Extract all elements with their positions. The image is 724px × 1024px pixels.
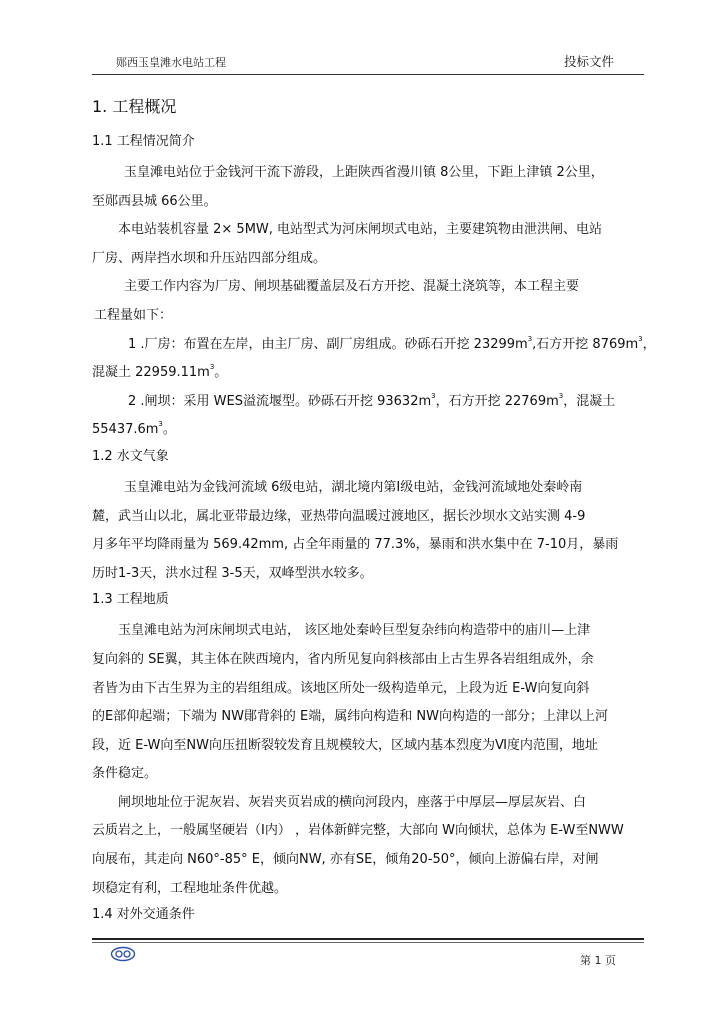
footer-rule-thin [92,942,644,943]
text-line: 玉皇滩电站为金钱河流域 6级电站，湖北境内第Ⅰ级电站，金钱河流域地处秦岭南 [124,479,583,495]
text-line: 段，近 E-W向至NW向压扭断裂较发育且规模较大，区域内基本烈度为Ⅵ度内范围，地址 [92,737,598,753]
document-body [92,96,656,932]
page-number: 第 1 页 [580,954,616,967]
page-header [92,52,644,75]
paragraph [92,159,648,216]
text-line: 复向斜的 SE翼，其主体在陕西境内，省内所见复向斜核部由上古生界各岩组组成外，余 [92,651,594,667]
paragraph [92,273,648,330]
paragraph [92,474,648,588]
header-doc-type: 投标文件 [563,54,614,69]
text-line: 本电站装机容量 2× 5MW, 电站型式为河床闸坝式电站，主要建筑物由泄洪闸、电站 [118,222,603,238]
paragraph [92,388,648,445]
text-line: 者皆为由下古生界为主的岩组组成。该地区所处一级构造单元，上段为近 E-W向复向斜 [92,680,590,696]
section-heading-1-4: 1.4 对外交通条件 [92,907,195,923]
section-heading-1-2: 1.2 水文气象 [92,448,169,464]
text-line: 向展布，其走向 N60°-85° E，倾向NW, 亦有SE，倾角20-50°，倾向上游偏右岸，对闸 [92,852,599,868]
text-line: 坝稳定有利，工程地址条件优越。 [92,880,288,896]
text-line: 的E部仰起端；下端为 NW鄖背斜的 E端，属纬向构造和 NW向构造的一部分；上津以上河 [92,709,608,725]
text-line: 条件稳定。 [92,766,158,782]
section-heading-1-3: 1.3 工程地质 [92,592,169,608]
text-line: 混凝土 $22959.11m^3$。 [92,363,228,381]
footer-rule [92,938,644,940]
paragraph [92,789,648,903]
paragraph [92,617,648,789]
text-line: 1 .厂房：布置在左岸，由主厂房、副厂房组成。砂砾石开挖 $23299m^3$,石方开挖 $8769m^3$， [128,334,656,352]
text-line: 厂房、两岸挡水坝和升压站四部分组成。 [92,250,327,266]
chapter-heading: 1. 工程概况 [92,97,177,116]
paragraph [92,216,648,273]
text-line: 主要工作内容为厂房、闸坝基础覆盖层及石方开挖、混凝土浇筑等，本工程主要 [124,279,580,295]
header-project-name: 郧西玉皇滩水电站工程 [116,56,226,69]
text-line: 历时1-3天，洪水过程 3-5天，双峰型洪水较多。 [92,565,373,581]
text-line: 闸坝地址位于泥灰岩、灰岩夹页岩成的横向河段内，座落于中厚层—厚层灰岩、白 [118,794,587,810]
text-line: 工程量如下： [94,307,173,323]
section-heading-1-1: 1.1 工程情况简介 [92,134,195,149]
text-line: 至郧西县城 66公里。 [92,193,217,209]
text-line: 玉皇滩电站为河床闸坝式电站， 该区地处秦岭巨型复杂纬向构造带中的庙川—上津 [118,623,591,639]
text-line: 月多年平均降雨量为 569.42mm, 占全年雨量的 77.3%，暴雨和洪水集中在 7-10月，暴雨 [92,537,619,553]
text-line: 麓，武当山以北，属北亚带最边缘，亚热带向温暖过渡地区，据长沙坝水文站实测 4-9 [92,508,586,524]
text-line: 2 .闸坝：采用 WES溢流堰型。砂砾石开挖 $93632m^3$，石方开挖 $22769m^3$，混凝土 [128,391,616,409]
text-line: 云质岩之上，一般属坚硬岩（Ⅰ内） ，岩体新鲜完整，大部向 W向倾状，总体为 E-W至NWW [92,823,624,839]
text-line: 玉皇滩电站位于金钱河干流下游段，上距陕西省漫川镇 8公里，下距上津镇 2公里， [124,165,604,180]
company-logo-icon [110,946,136,962]
text-line: $55437.6m^3$。 [92,420,176,438]
paragraph [92,331,656,388]
